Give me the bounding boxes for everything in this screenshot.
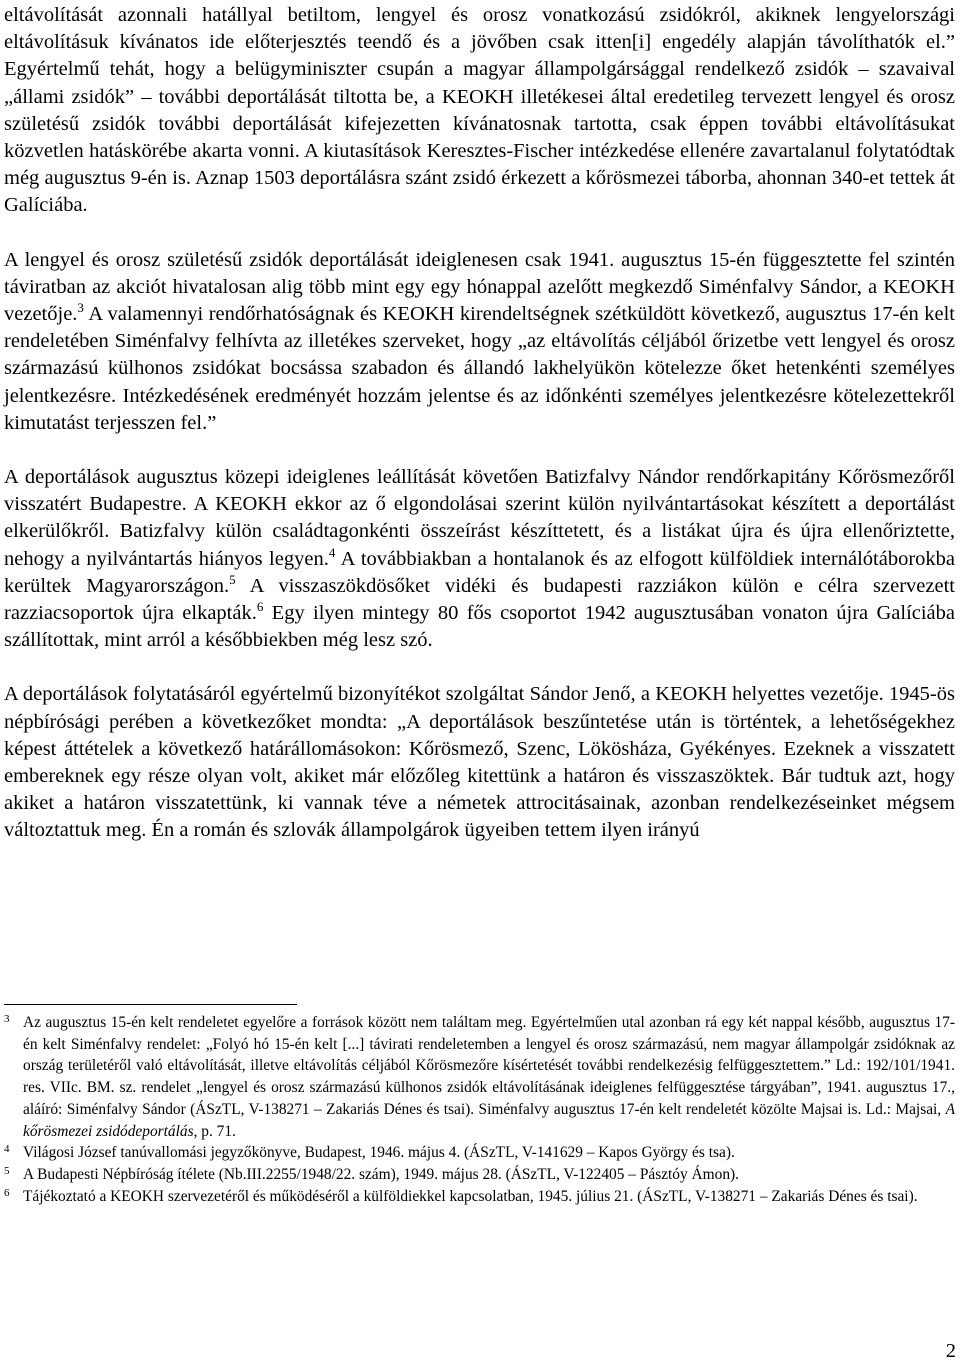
- body-paragraph: [4, 247, 955, 437]
- footnote: [4, 1164, 955, 1186]
- text-run: eltávolítását azonnali hatállyal betiltom, lengyel és orosz vonatkozású zsidókról, akiknek lengyelországi eltávolításuk kívánatos ide előterjesztés teendő és a jövőben csak itten[i] engedély alapján távolíthatók el.” Egyértelmű tehát, hogy a belügyminiszter csupán a magyar állampolgársággal rendelkező zsidók – szavaival „állami zsidók” – további deportálását tiltotta be, a KEOKH illetékesei által eredetileg tervezett lengyel és orosz születésű zsidók további deportálását kifejezetten kívánatosnak tartotta, csak éppen további eltávolításukat közvetlen hatáskörébe akarta vonni. A kiutasítások Keresztes-Fischer intézkedése ellenére zavartalanul folytatódtak még augusztus 9-én is. Aznap 1503 deportálásra szánt zsidó érkezett a kőrösmezei táborba, ahonnan 340-et tettek át Galíciába.: [4, 4, 955, 217]
- text-run: , p. 71.: [193, 1122, 236, 1140]
- body-paragraph: [4, 2, 955, 220]
- footnote-number: 6: [4, 1186, 10, 1199]
- footnote-separator: [4, 1004, 297, 1005]
- text-run: A deportálások augusztus közepi ideiglenes leállítását követően Batizfalvy Nándor rendőrkapitány Kőrösmezőről visszatért Budapestre. A KEOKH ekkor az ő elgondolásai szerint külön nyilvántartásokat készített a deportálást elkerülőkről. Batizfalvy külön családtagonkénti összeírást készíttetett, és a listákat újra és újra ellenőriztette, nehogy a nyilvántartás hiányos legyen.: [4, 466, 955, 570]
- footnote: [4, 1012, 955, 1142]
- footnote-reference: 4: [328, 544, 336, 560]
- footnote-number: 5: [4, 1164, 10, 1177]
- text-run: Egy ilyen mintegy 80 fős csoportot 1942 augusztusában vonaton újra Galíciába szállítottak, mint arról a későbbiekben még lesz szó.: [4, 602, 956, 652]
- text-run: A Budapesti Népbíróság ítélete (Nb.III.2255/1948/22. szám), 1949. május 28. (ÁSzTL, V-122405 – Pásztóy Ámon).: [23, 1165, 739, 1183]
- text-run: A valamennyi rendőrhatóságnak és KEOKH kirendeltségnek szétküldött következő, augusztus 17-én kelt rendeletében Siménfalvy felhívta az illetékes szerveket, hogy „az eltávolítás céljából őrizetbe vett lengyel és orosz származású külhonos zsidókat bocsássa szabadon és állandó lakhelyükön kötelezze őket hetenkénti személyes jelentkezésre. Intézkedésének eredményét hozzám jelentse és az időnkénti személyes jelentkezésre kötelezettekről kimutatást terjesszen fel.”: [4, 303, 955, 434]
- text-run: A lengyel és orosz születésű zsidók deportálását ideiglenesen csak 1941. augusztus 15-én függesztette fel szintén táviratban az akciót hivatalosan alig több mint egy egy hónappal azelőtt megkezdő Siménfalvy Sándor, a KEOKH vezetője.: [4, 248, 955, 326]
- footnote: [4, 1186, 955, 1208]
- footnotes-section: [4, 1012, 955, 1207]
- text-run: A deportálások folytatásáról egyértelmű bizonyítékot szolgáltat Sándor Jenő, a KEOKH helyettes vezetője. 1945-ös népbírósági perében a következőket mondta: „A deportálások beszűntetése után is történtek, a lehetőségekhez képest áttételek a következő határállomásokon: Kőrösmező, Szenc, Lökösháza, Gyékényes. Ezeknek a visszatett embereknek egy része olyan volt, akiket már előzőleg kitettünk a határon és visszaszöktek. Bár tudtuk azt, hogy akiket a határon visszatettünk, ki vannak téve a németek attrocitásainak, azonban rendelkezéseinket mégsem változtattuk meg. Én a román és szlovák állampolgárok ügyeiben tettem ilyen irányú: [4, 683, 955, 842]
- page-number: 2: [945, 1340, 956, 1362]
- text-run: A továbbiakban a hontalanok és az elfogott külföldiek internálótáborokba kerültek Magyarországon.: [4, 547, 955, 597]
- footnote: [4, 1142, 955, 1164]
- text-run: Az augusztus 15-én kelt rendeletet egyelőre a források között nem találtam meg. Egyértelműen utal azonban rá egy két nappal később, augusztus 17-én kelt Siménfalvy rendelet: „Folyó hó 15-én kelt [...] távirati rendeletemben a lengyel és orosz származású, nem magyar állampolgár zsidóknak az ország területéről való eltávolítását, illetve eltávolítás céljából Kőrösmezőre kísértetését további rendelkezésig felfüggesztettem.” Ld.: 192/101/1941. res. VIIc. BM. sz. rendelet „lengyel és orosz származású külhonos zsidók eltávolításának ideiglenes felfüggesztése tárgyában”, 1941. augusztus 17., aláíró: Siménfalvy Sándor (ÁSzTL, V-138271 – Zakariás Dénes és tsai). Siménfalvy augusztus 17-én kelt rendeletét közölte Majsai is. Ld.: Majsai,: [23, 1014, 955, 1118]
- body-paragraph: [4, 681, 955, 844]
- footnote-number: 4: [4, 1143, 10, 1156]
- document-page: [4, 0, 955, 845]
- footnote-reference: 6: [256, 599, 264, 615]
- italic-title: A kőrösmezei zsidódeportálás: [23, 1100, 955, 1140]
- text-run: A visszaszökdösőket vidéki és budapesti razziákon külön e célra szervezett razziacsoportok újra elkapták.: [4, 574, 955, 625]
- text-run: Világosi József tanúvallomási jegyzőkönyve, Budapest, 1946. május 4. (ÁSzTL, V-141629 – Kapos György és tsa).: [23, 1144, 735, 1162]
- footnote-number: 3: [4, 1013, 10, 1025]
- body-paragraph: [4, 464, 955, 654]
- text-run: Tájékoztató a KEOKH szervezetéről és működéséről a külföldiekkel kapcsolatban, 1945. július 21. (ÁSzTL, V-138271 – Zakariás Dénes és tsai).: [23, 1187, 918, 1205]
- footnote-reference: 5: [229, 571, 236, 587]
- footnote-reference: 3: [77, 300, 84, 316]
